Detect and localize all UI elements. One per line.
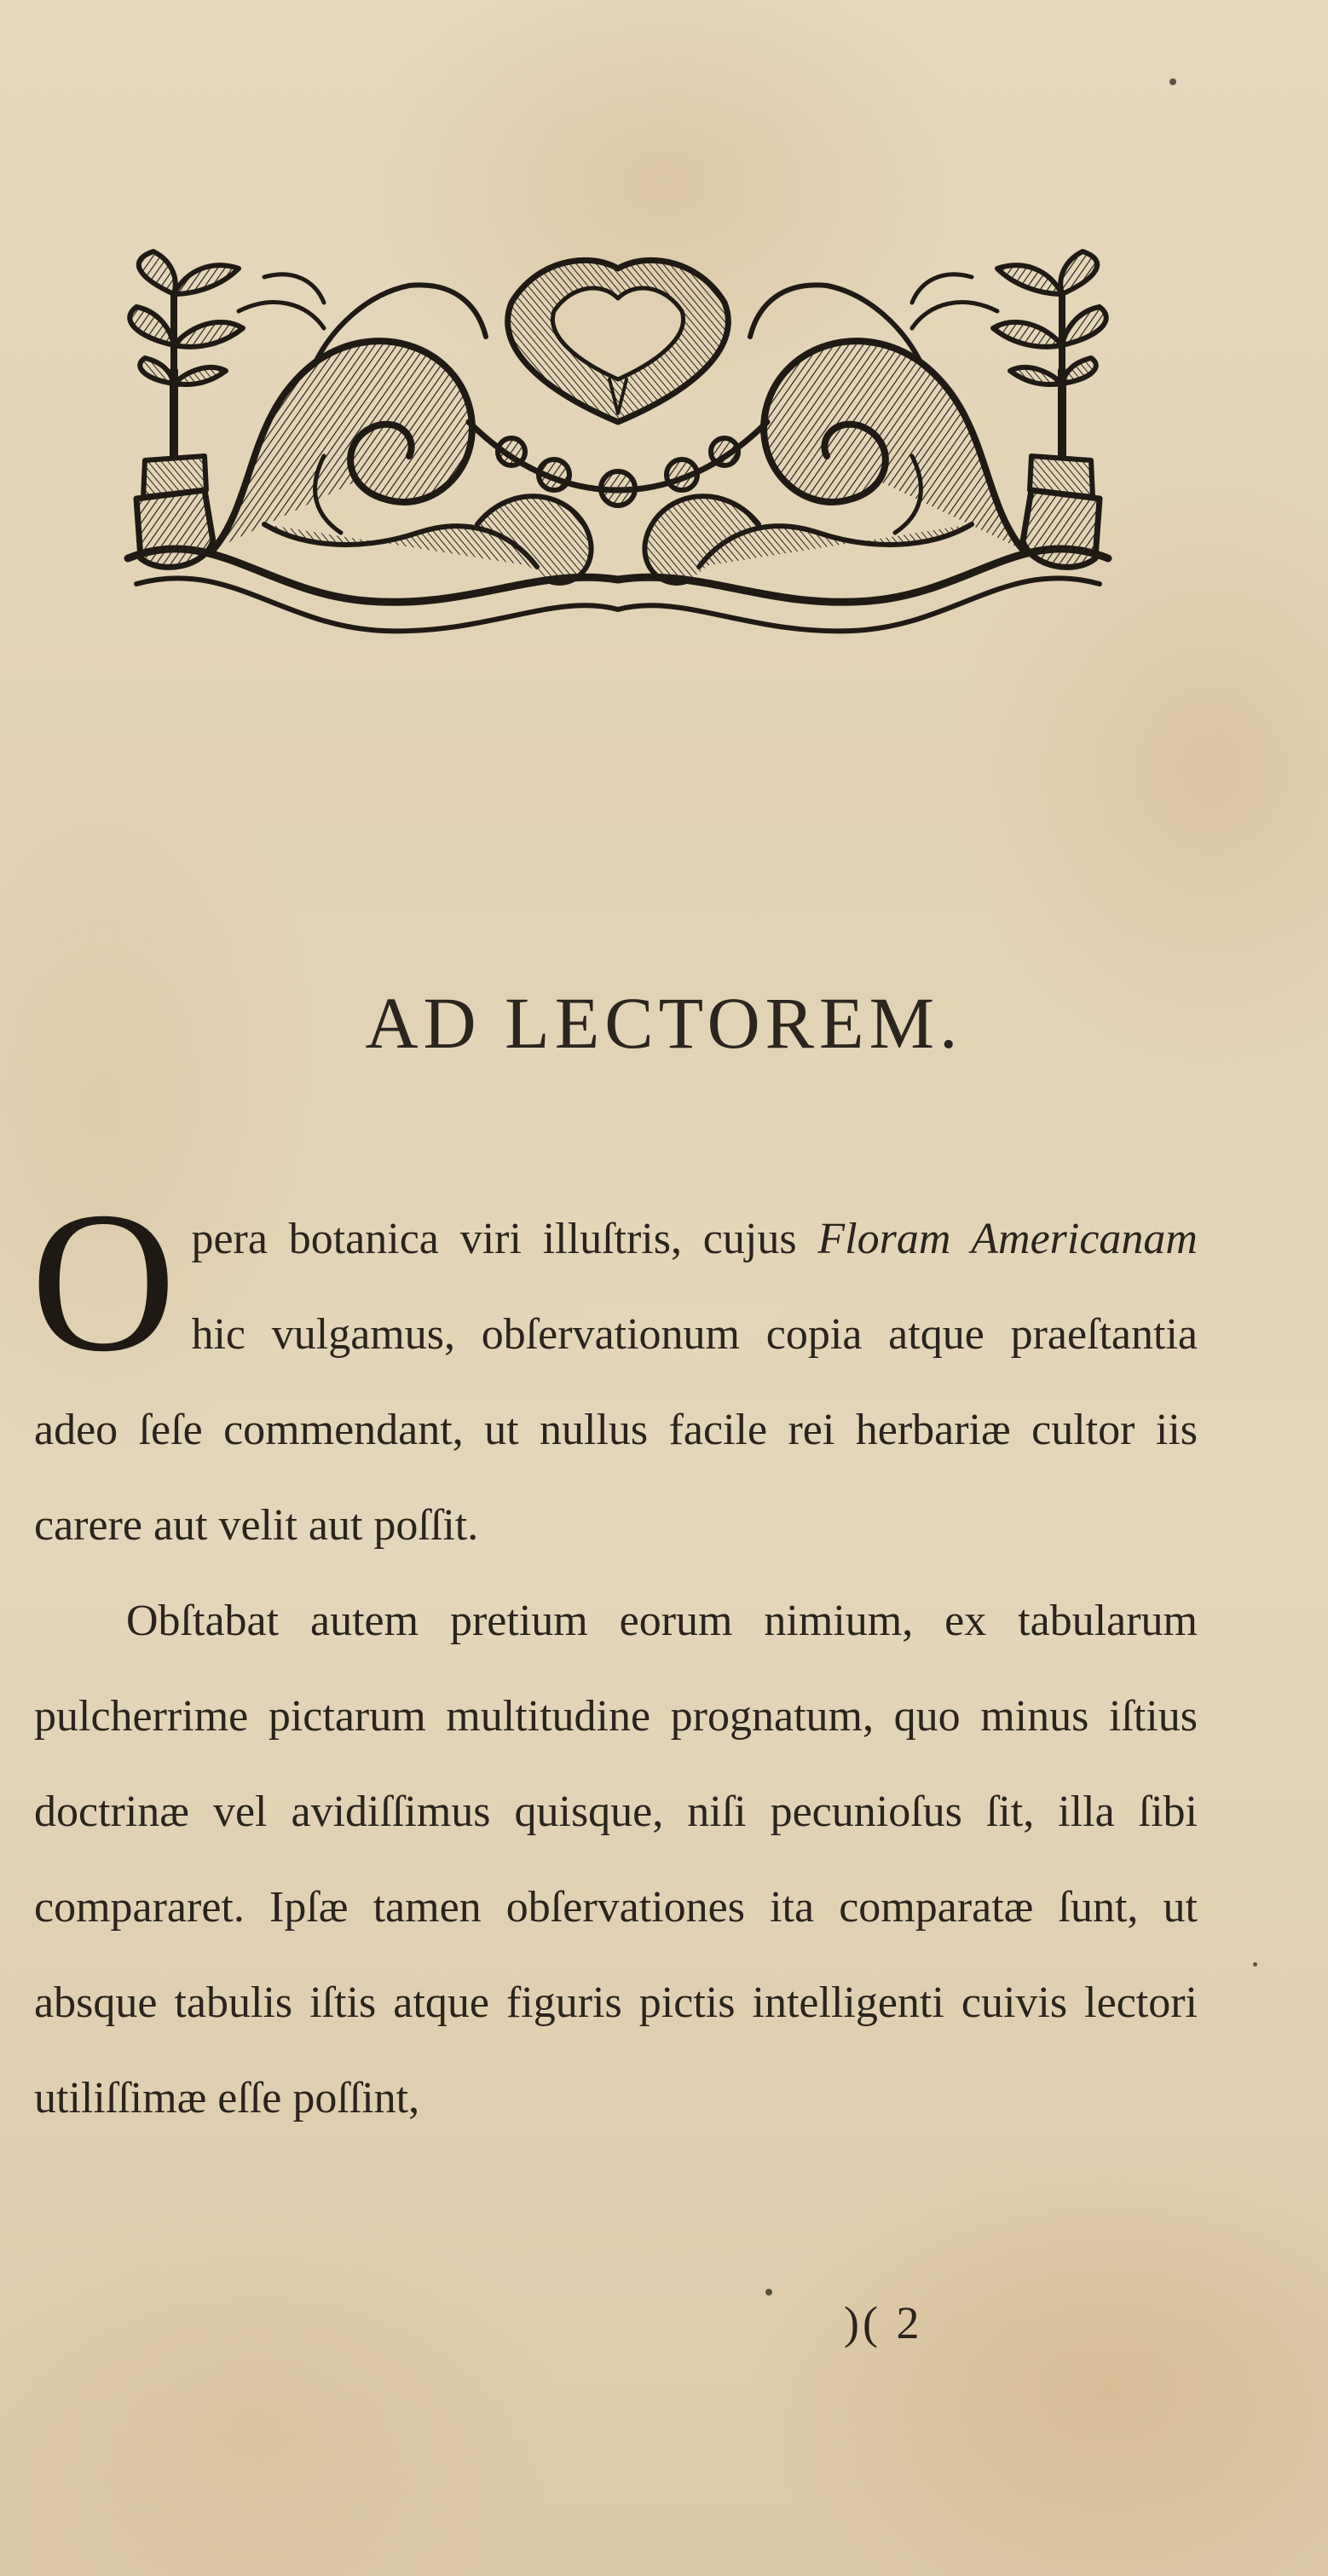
drop-cap-letter: O [31, 1171, 176, 1394]
page-title: AD LECTOREM. [365, 982, 963, 1064]
paragraph-1-italic-title: Floram Americanam [817, 1215, 1198, 1263]
paragraph-1 [31, 1171, 1198, 1574]
paragraph-1-text-a: pera botanica viri illuſtris, cujus [191, 1215, 818, 1263]
woodcut-headpiece-ornament [111, 243, 1125, 661]
signature-mark: )( 2 [844, 2297, 923, 2348]
paragraph-1-text-b: hic vulgamus, obſervationum copia atque praeſtantia adeo ſeſe commendant, ut nullus facile rei herbariæ cultor iis carere aut velit aut poſſit. [34, 1310, 1198, 1550]
body-text [31, 1171, 1198, 2146]
paragraph-2: Obſtabat autem pretium eorum nimium, ex tabularum pulcherrime pictarum multitudine prognatum, quo minus iſtius doctrinæ vel avidiſſimus quisque, niſi pecunioſus ſit, illa ſibi compararet. Ipſæ tamen obſervationes ita comparatæ ſunt, ut absque tabulis iſtis atque figuris pictis intelligenti cuivis lectori utiliſſimæ eſſe poſſint, [34, 1597, 1198, 2123]
